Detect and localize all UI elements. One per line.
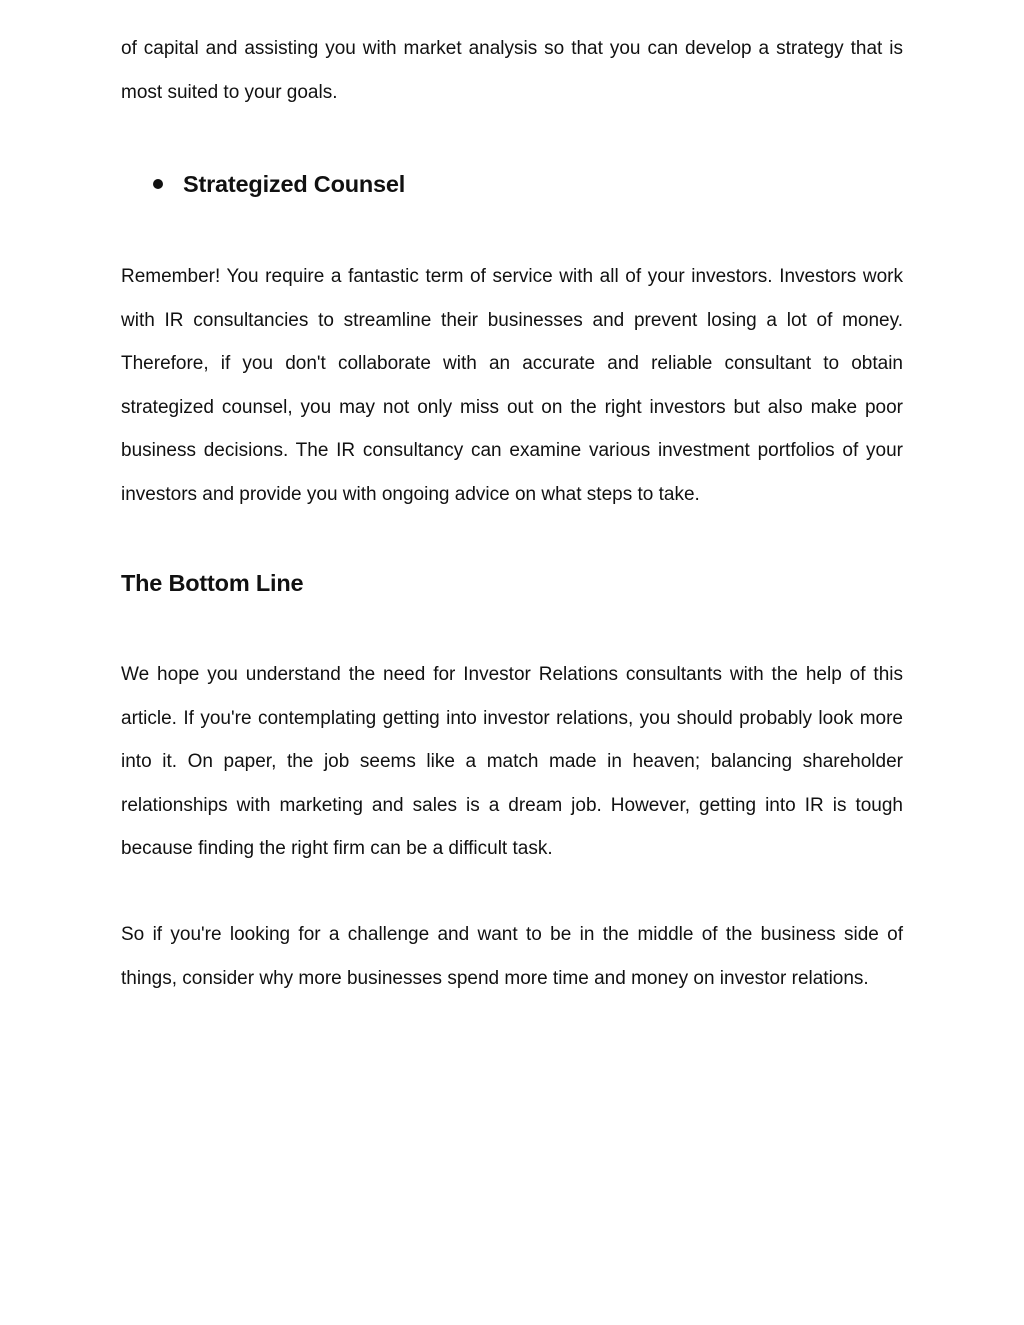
bullet-dot-icon [153,179,163,189]
bullet-heading: Strategized Counsel [183,171,406,197]
intro-paragraph: of capital and assisting you with market analysis so that you can develop a strategy that is most suited to your goals. [121,38,903,103]
bullet-heading-row [150,164,405,204]
section-heading: The Bottom Line [121,570,304,596]
closing-paragraph: So if you're looking for a challenge and want to be in the middle of the business side of things, consider why more businesses spend more time and money on investor relations. [121,924,903,989]
hope-paragraph: We hope you understand the need for Investor Relations consultants with the help of this article. If you're contemplating getting into investor relations, you should probably look more into it. On paper, the job seems like a match made in heaven; balancing shareholder relationships with marketing and sales is a dream job. However, getting into IR is tough because finding the right firm can be a difficult task. [121,664,903,859]
remember-paragraph: Remember! You require a fantastic term of service with all of your investors. Investors work with IR consultancies to streamline their businesses and prevent losing a lot of money. Therefore, if you don't collaborate with an accurate and reliable consultant to obtain strategized counsel, you may not only miss out on the right investors but also make poor business decisions. The IR consultancy can examine various investment portfolios of your investors and provide you with ongoing advice on what steps to take. [121,266,903,505]
